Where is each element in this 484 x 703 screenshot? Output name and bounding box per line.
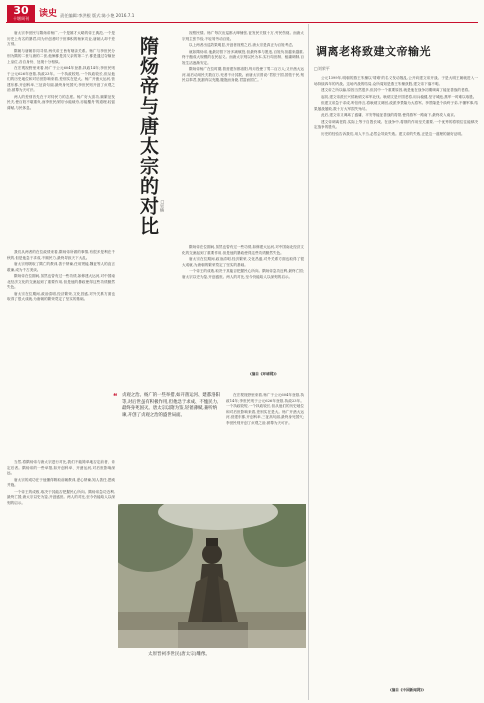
paragraph: 建文帝之所以输,原因当然很多,但其中一个重要原因,就是他在战争初期调离了能征善战的老将。 [321,88,472,92]
paragraph: 两人的差别首先在于对待民力的态度。杨广好大喜功,频繁征发民夫,使百姓不堪重负,而李世民深知'水能载舟,亦能覆舟'的道理,轻徭薄赋,与民休息。 [7,94,115,110]
main-article-col2b [182,245,304,281]
main-article-source: (摘自《环球网》) [250,372,277,376]
main-article-col1b [7,250,115,304]
section-title: 读史 [39,9,58,19]
paragraph: 当然,将隋炀帝与唐太宗进行对比,我们不能简单地否定前者、肯定后者。隋炀帝的一些举措,如开创科举、开凿运河,对后世影响深远。 [7,460,115,475]
paragraph: 隋炀帝在位期间,虽然也曾有过一些功绩,如修建大运河,对中国南北经济文化的交流起到了重要作用,但是他的暴政使得这些功绩黯然失色。 [182,245,304,255]
header-rule [6,22,478,23]
paragraph: 以上两者出巡效果明显,开创者视察之后,唐太宗是真正为百姓考虑。 [189,43,296,47]
right-article-title: 调离老将致建文帝输光 [316,45,431,58]
paragraph: 公元1399年,明朝的燕王朱棣以'靖难'的名义发动叛乱,公开向建文帝开战。于是大明王朝就进入一场持续四年的内战。这场内战的结局,众所周知是燕王朱棣获胜,建文帝下落不明。 [314,76,478,86]
paragraph: 唐太宗在位期间,政治清明,经济繁荣,文化昌盛,对外关系方面也取得了很大成就,为唐朝的繁荣奠定了坚实的基础。 [182,257,304,267]
paragraph: 一个帝王的成败,取决于其能否把握民心所向。隋炀帝急功近利,最终亡国;唐太宗以史为鉴,开创盛世。两人的对比,至今仍能给人以深刻的启示。 [7,489,115,505]
paragraph: 在宏观视野里来看,杨广于公元604年登基,执政14年;李世民则于公元626年登基,执政23年。一个执政较短,一个执政较长,但从他们的历史地位和对后世影响来看,差别实在是大。杨广开凿大运河,营建东都,开创科举,三征高句丽,最终身死国灭;李世民则开创了贞观之治,被尊为天可汗。 [226,393,304,425]
right-article-byline: □刘荣平 [314,66,330,71]
main-article-col2 [182,31,304,85]
paragraph: 视察民情。杨广每次出巡都大肆铺张,征发民夫数十万,劳民伤财。而唐太宗则主张节俭,不轻易劳动百姓。 [182,31,304,41]
right-article-body [314,76,478,138]
paragraph: 但建文帝急于求成,听信谗言,将耿炳文调回,改派李景隆为大将军。李景隆是个纨绔子弟,不懂军事,结果屡战屡败,数十万大军损失殆尽。 [314,101,478,111]
column-divider [308,24,309,700]
page-number: 30 [13,4,29,17]
paragraph: 起初,建文帝派长兴侯耿炳文率军北伐。耿炳文是开国老将,用兵稳健,坚守城池,燕军一时难以取胜。 [321,94,477,99]
right-article-source: (摘自《中国新闻网》) [390,688,424,692]
paragraph: 隋朝与唐朝非同寻常,两代帝王皆有姻亲关系。杨广与李世民分别为隋的二世与唐的二世,他俩都是其父亲的第二子,都是通过夺嫡登上皇位,各自身份、处境十分相似。 [7,48,115,64]
paragraph: 此后,建文帝又调离了盛庸、平安等能征善战的将领,使得燕军一路南下,最终攻入南京。 [321,113,458,117]
main-article-col2c [226,393,304,427]
statue-photo [118,504,306,648]
paragraph: 历史的经验告诉我们,用人不当,必然会导致失败。建文帝的失败,正是这一道理的最好证明。 [321,131,465,136]
quote-mark-icon: ❝ [113,392,118,401]
paragraph: 隋炀帝在位期间,虽然也曾有过一些功绩,如修建大运河,对中国南北经济文化的交流起到了重要作用,但是他的暴政使得这些功绩黯然失色。 [7,274,115,289]
statue-illustration [118,504,306,648]
pull-quote: 贞观之治。杨广的一些举措,如开凿运河、建都洛阳等,对后世虽有积极作用,但他急于求成、不恤民力,最终身死国灭。唐太宗以隋为鉴,轻徭薄赋,兼听纳谏,开创了贞观之治的盛世局面。 [122,393,220,418]
paragraph: 唐太宗在位期间,政治清明,经济繁荣,文化昌盛,对外关系方面也取得了很大成就,为唐朝的繁荣奠定了坚实的基础。 [7,291,115,301]
paragraph: 一个帝王的成败,取决于其能否把握民心所向。隋炀帝急功近利,最终亡国;唐太宗以史为鉴,开创盛世。两人的对比,至今仍能给人以深刻的启示。 [182,269,304,279]
main-article-title: 隋炀帝与唐太宗的对比 [137,36,159,236]
editor-meta: 责任编辑:李洪根 版式:陈小艳 2016.7.1 [60,13,135,18]
paragraph: 就如隋炀帝,他最初曾下旨多减赋役,但最终事与愿违,百姓负担越来越重,终于酿成大规模的农民起义。而唐太宗则以民为本,实行均田制、租庸调制,百姓生活逐渐安定。 [182,49,304,65]
paragraph: 唐太宗的成功在于他懂得吸取前朝教训,虚心纳谏,知人善任,恩威并施。 [7,477,115,487]
main-article-byline: □吴楠 [160,199,165,212]
page-number-badge [7,5,35,22]
paragraph: 建文帝调离老将,实际上等于自毁长城。在战争中,将领的作用至关重要,一个优秀的将领往往能够决定战争的胜负。 [314,119,478,129]
paragraph: 唐太宗则吸取了隋亡的教训,善于纳谏,任用贤能,魏征等人的直言敢谏,成为千古美谈。 [7,262,115,272]
photo-caption: 太原晋祠李世民(唐太宗)雕像。 [148,652,211,657]
main-article-col1 [7,31,115,112]
paragraph: 我们从两者的在位政绩来看,隋炀帝所做的事情,有很多是利在千秋的,但是他急于求成,不顾民力,最终导致天下大乱。 [7,250,115,260]
paragraph: 唐太宗李世民与隋炀帝杨广,一个是雄才大略的帝王典范,一个是历史上有名的暴君,同为开创者时于世事积的杨家功业,唐朝人却千差万别。 [7,31,115,46]
paragraph: 在宏观视野里来看,杨广于公元604年登基,执政14年;李世民则于公元626年登基,执政23年。一个执政较短,一个执政较长,但从他们的历史地位和对后世影响来看,差别实在是大。杨广开凿大运河,营建东都,开创科举,三征高句丽,最终身死国灭;李世民则开创了贞观之治,被尊为天可汗。 [7,66,115,92]
paper-name: 十堰周刊 [13,16,29,21]
paragraph: 隋炀帝杨广在位时期,曾营建东都洛阳,每月役使丁男二百万人;又开凿大运河,前后动用民夫数百万,死者不计其数。而唐太宗曾说:'君依于国,国依于民,刻民以奉君,犹割肉以充腹,腹饱而身毙,君富而国亡。' [182,67,304,82]
main-article-col1c [7,460,115,507]
